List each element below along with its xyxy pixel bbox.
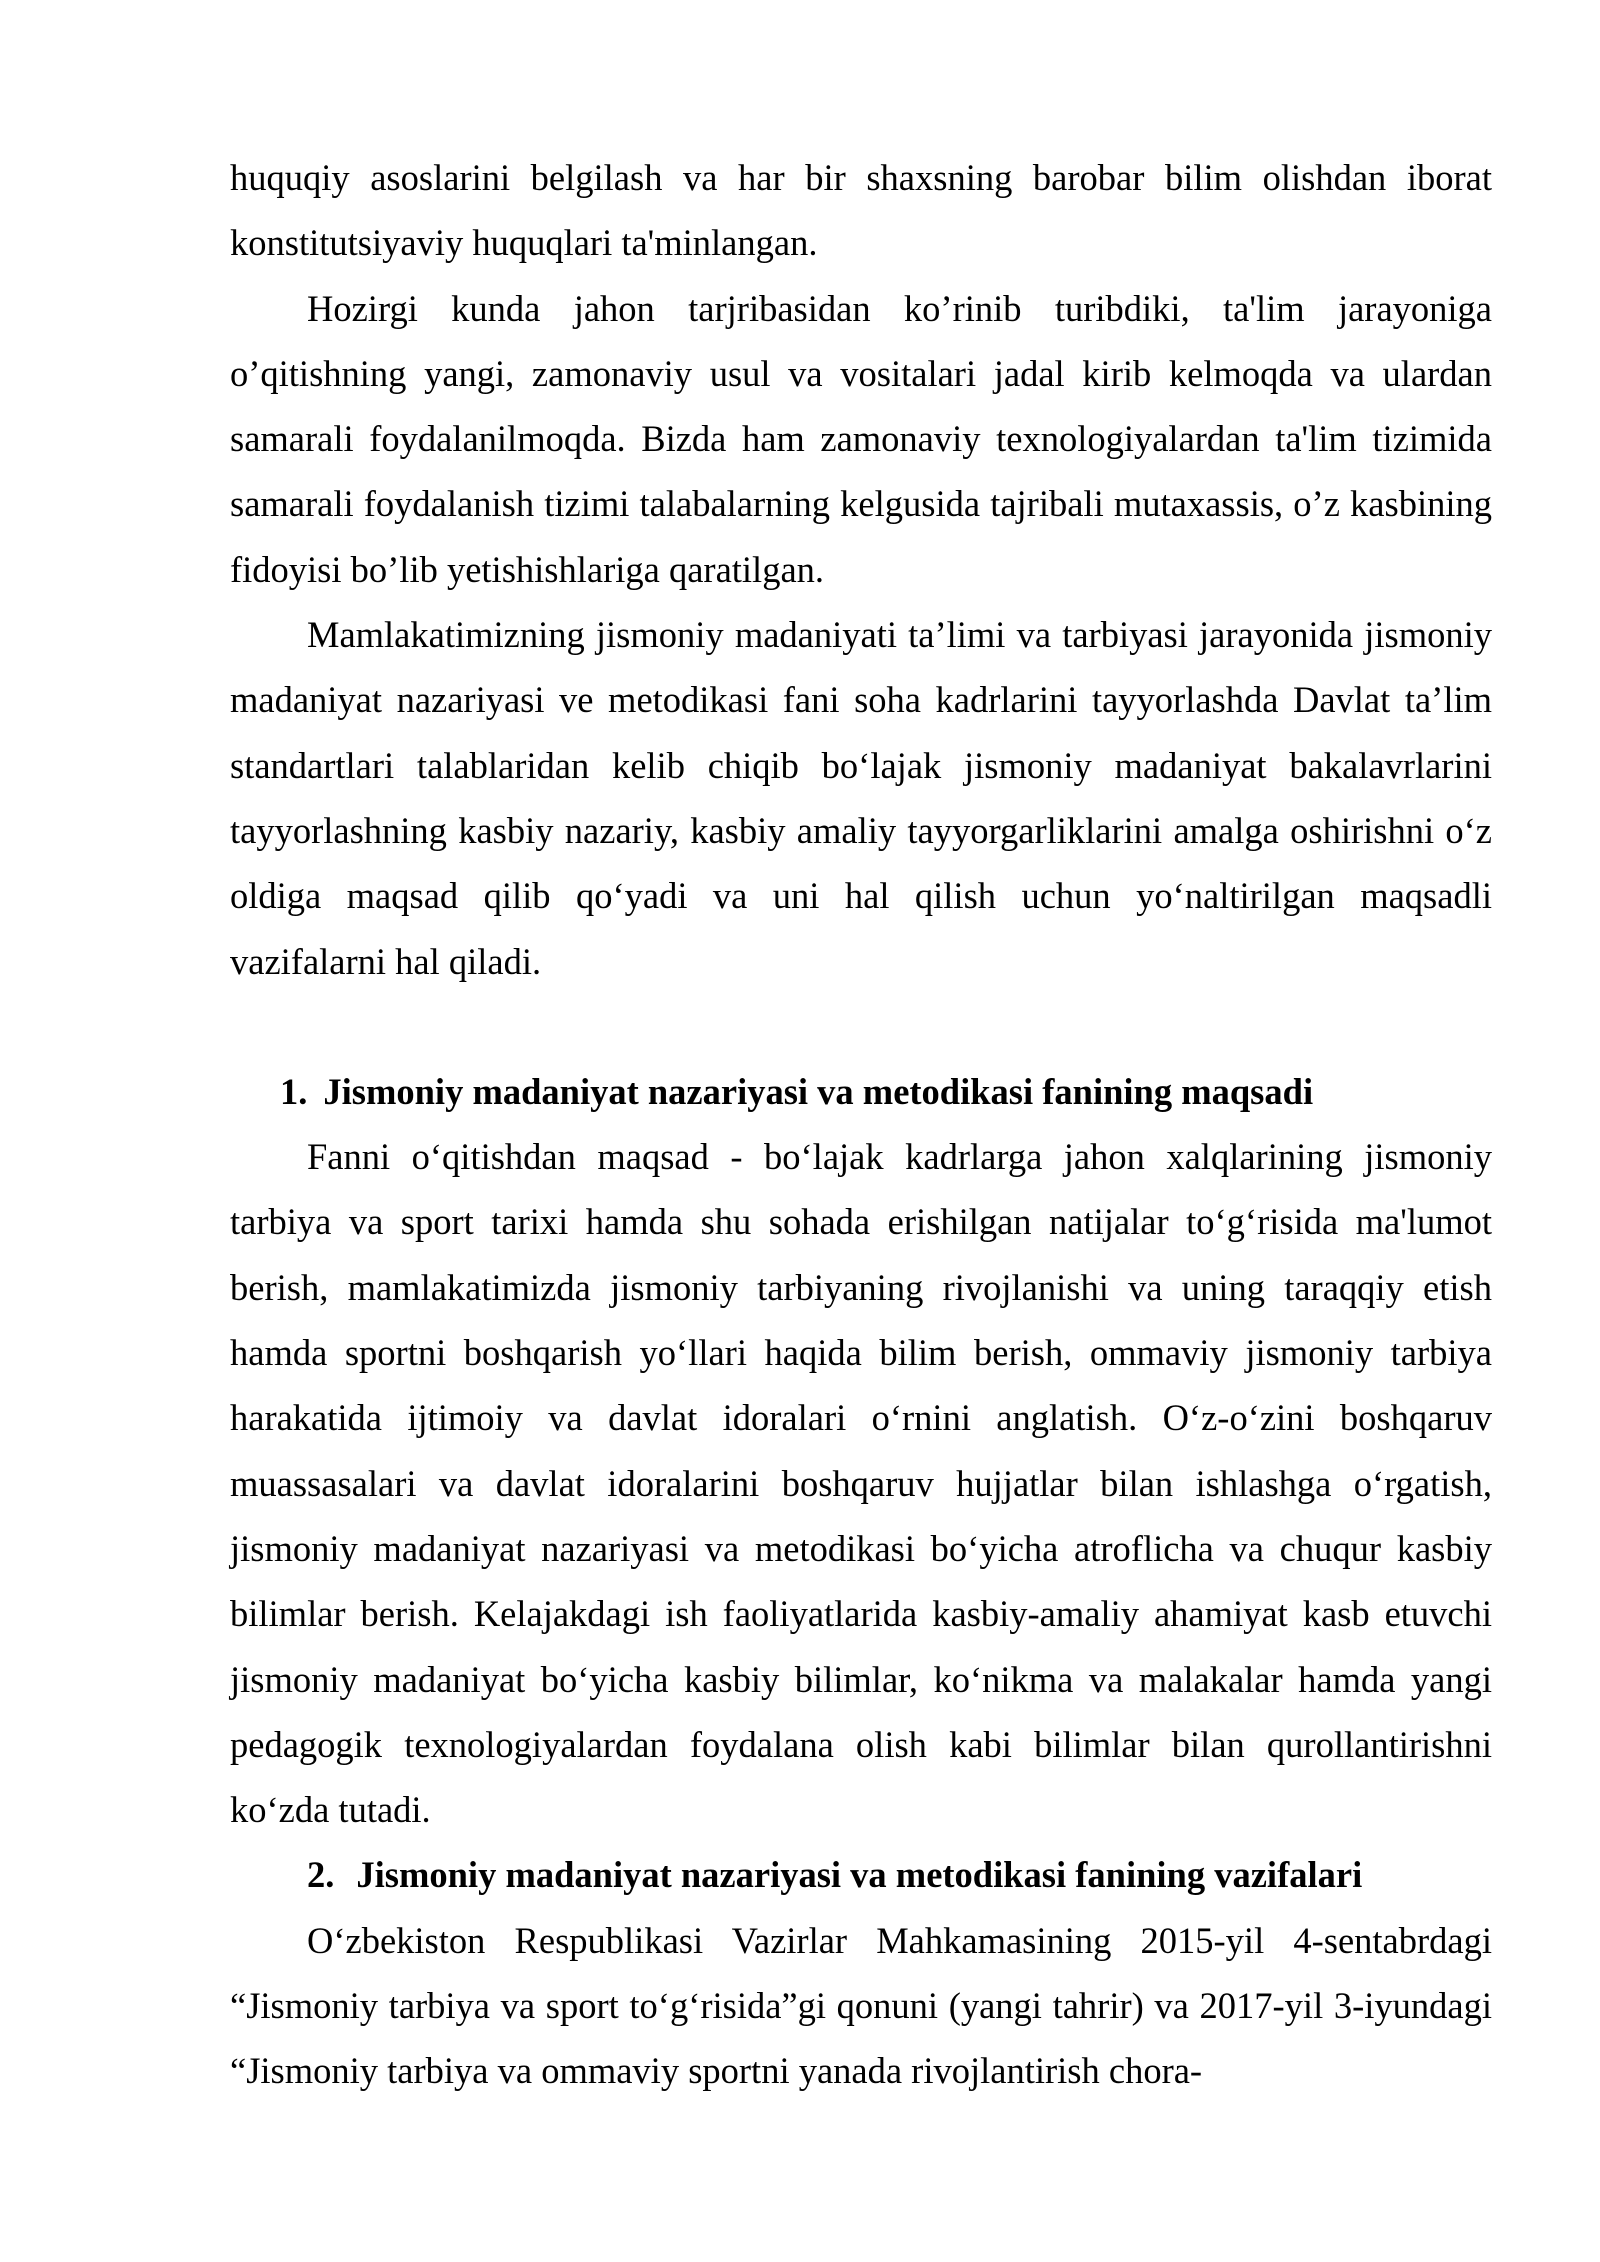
section-title: Jismoniy madaniyat nazariyasi va metodikasi fanining maqsadi [323,1070,1314,1112]
document-page [230,145,1492,2104]
section-title: Jismoniy madaniyat nazariyasi va metodikasi fanining vazifalari [356,1854,1363,1896]
paragraph-modern-methods: Hozirgi kunda jahon tarjribasidan ko’rinib turibdiki, ta'lim jarayoniga o’qitishning yangi, zamonaviy usul va vositalari jadal kirib kelmoqda va ulardan samarali foydalanilmoqda. Bizda ham zamonaviy texnologiyalardan ta'lim tizimida samarali foydalanish tizimi talabalarning kelgusida tajribali mutaxassis, o’z kasbining fidoyisi bo’lib yetishishlariga qaratilgan. [230,287,1492,590]
paragraph-physical-culture-education: Mamlakatimizning jismoniy madaniyati ta’limi va tarbiyasi jarayonida jismoniy madaniyat nazariyasi ve metodikasi fani soha kadrlarini tayyorlashda Davlat ta’lim standartlari talablaridan kelib chiqib bo‘lajak jismoniy madaniyat bakalavrlarini tayyorlashning kasbiy nazariy, kasbiy amaliy tayyorgarliklarini amalga oshirishni o‘z oldiga maqsad qilib qo‘yadi va uni hal qilish uchun yo‘naltirilgan maqsadli vazifalarni hal qiladi. [230,614,1492,982]
section-heading-tasks [230,1842,1492,1907]
section-number: 2. [307,1854,335,1896]
paragraph-course-goal: Fanni o‘qitishdan maqsad - bo‘lajak kadrlarga jahon xalqlarining jismoniy tarbiya va sport tarixi hamda shu sohada erishilgan natijalar to‘g‘risida ma'lumot berish, mamlakatimizda jismoniy tarbiyaning rivojlanishi va uning taraqqiy etish hamda sportni boshqarish yo‘llari haqida bilim berish, ommaviy jismoniy tarbiya harakatida ijtimoiy va davlat idoralari o‘rnini anglatish. O‘z-o‘zini boshqaruv muassasalari va davlat idoralarini boshqaruv hujjatlar bilan ishlashga o‘rgatish, jismoniy madaniyat nazariyasi va metodikasi bo‘yicha atroflicha va chuqur kasbiy bilimlar berish. Kelajakdagi ish faoliyatlarida kasbiy-amaliy ahamiyat kasb etuvchi jismoniy madaniyat bo‘yicha kasbiy bilimlar, ko‘nikma va malakalar hamda yangi pedagogik texnologiyalardan foydalana olish kabi bilimlar bilan qurollantirishni ko‘zda tutadi. [230,1136,1492,1831]
section-heading-goal [230,1059,1492,1124]
paragraph-legal-basis: O‘zbekiston Respublikasi Vazirlar Mahkamasining 2015-yil 4-sentabrdagi “Jismoniy tarbiya va sport to‘g‘risida”gi qonuni (yangi tahrir) va 2017-yil 3-iyundagi “Jismoniy tarbiya va ommaviy sportni yanada rivojlantirish chora- [230,1919,1492,2092]
paragraph-constitutional-rights: huquqiy asoslarini belgilash va har bir shaxsning barobar bilim olishdan iborat konstitutsiyaviy huquqlari ta'minlangan. [230,157,1492,264]
section-number: 1. [280,1070,308,1112]
blank-line [230,994,1492,1059]
